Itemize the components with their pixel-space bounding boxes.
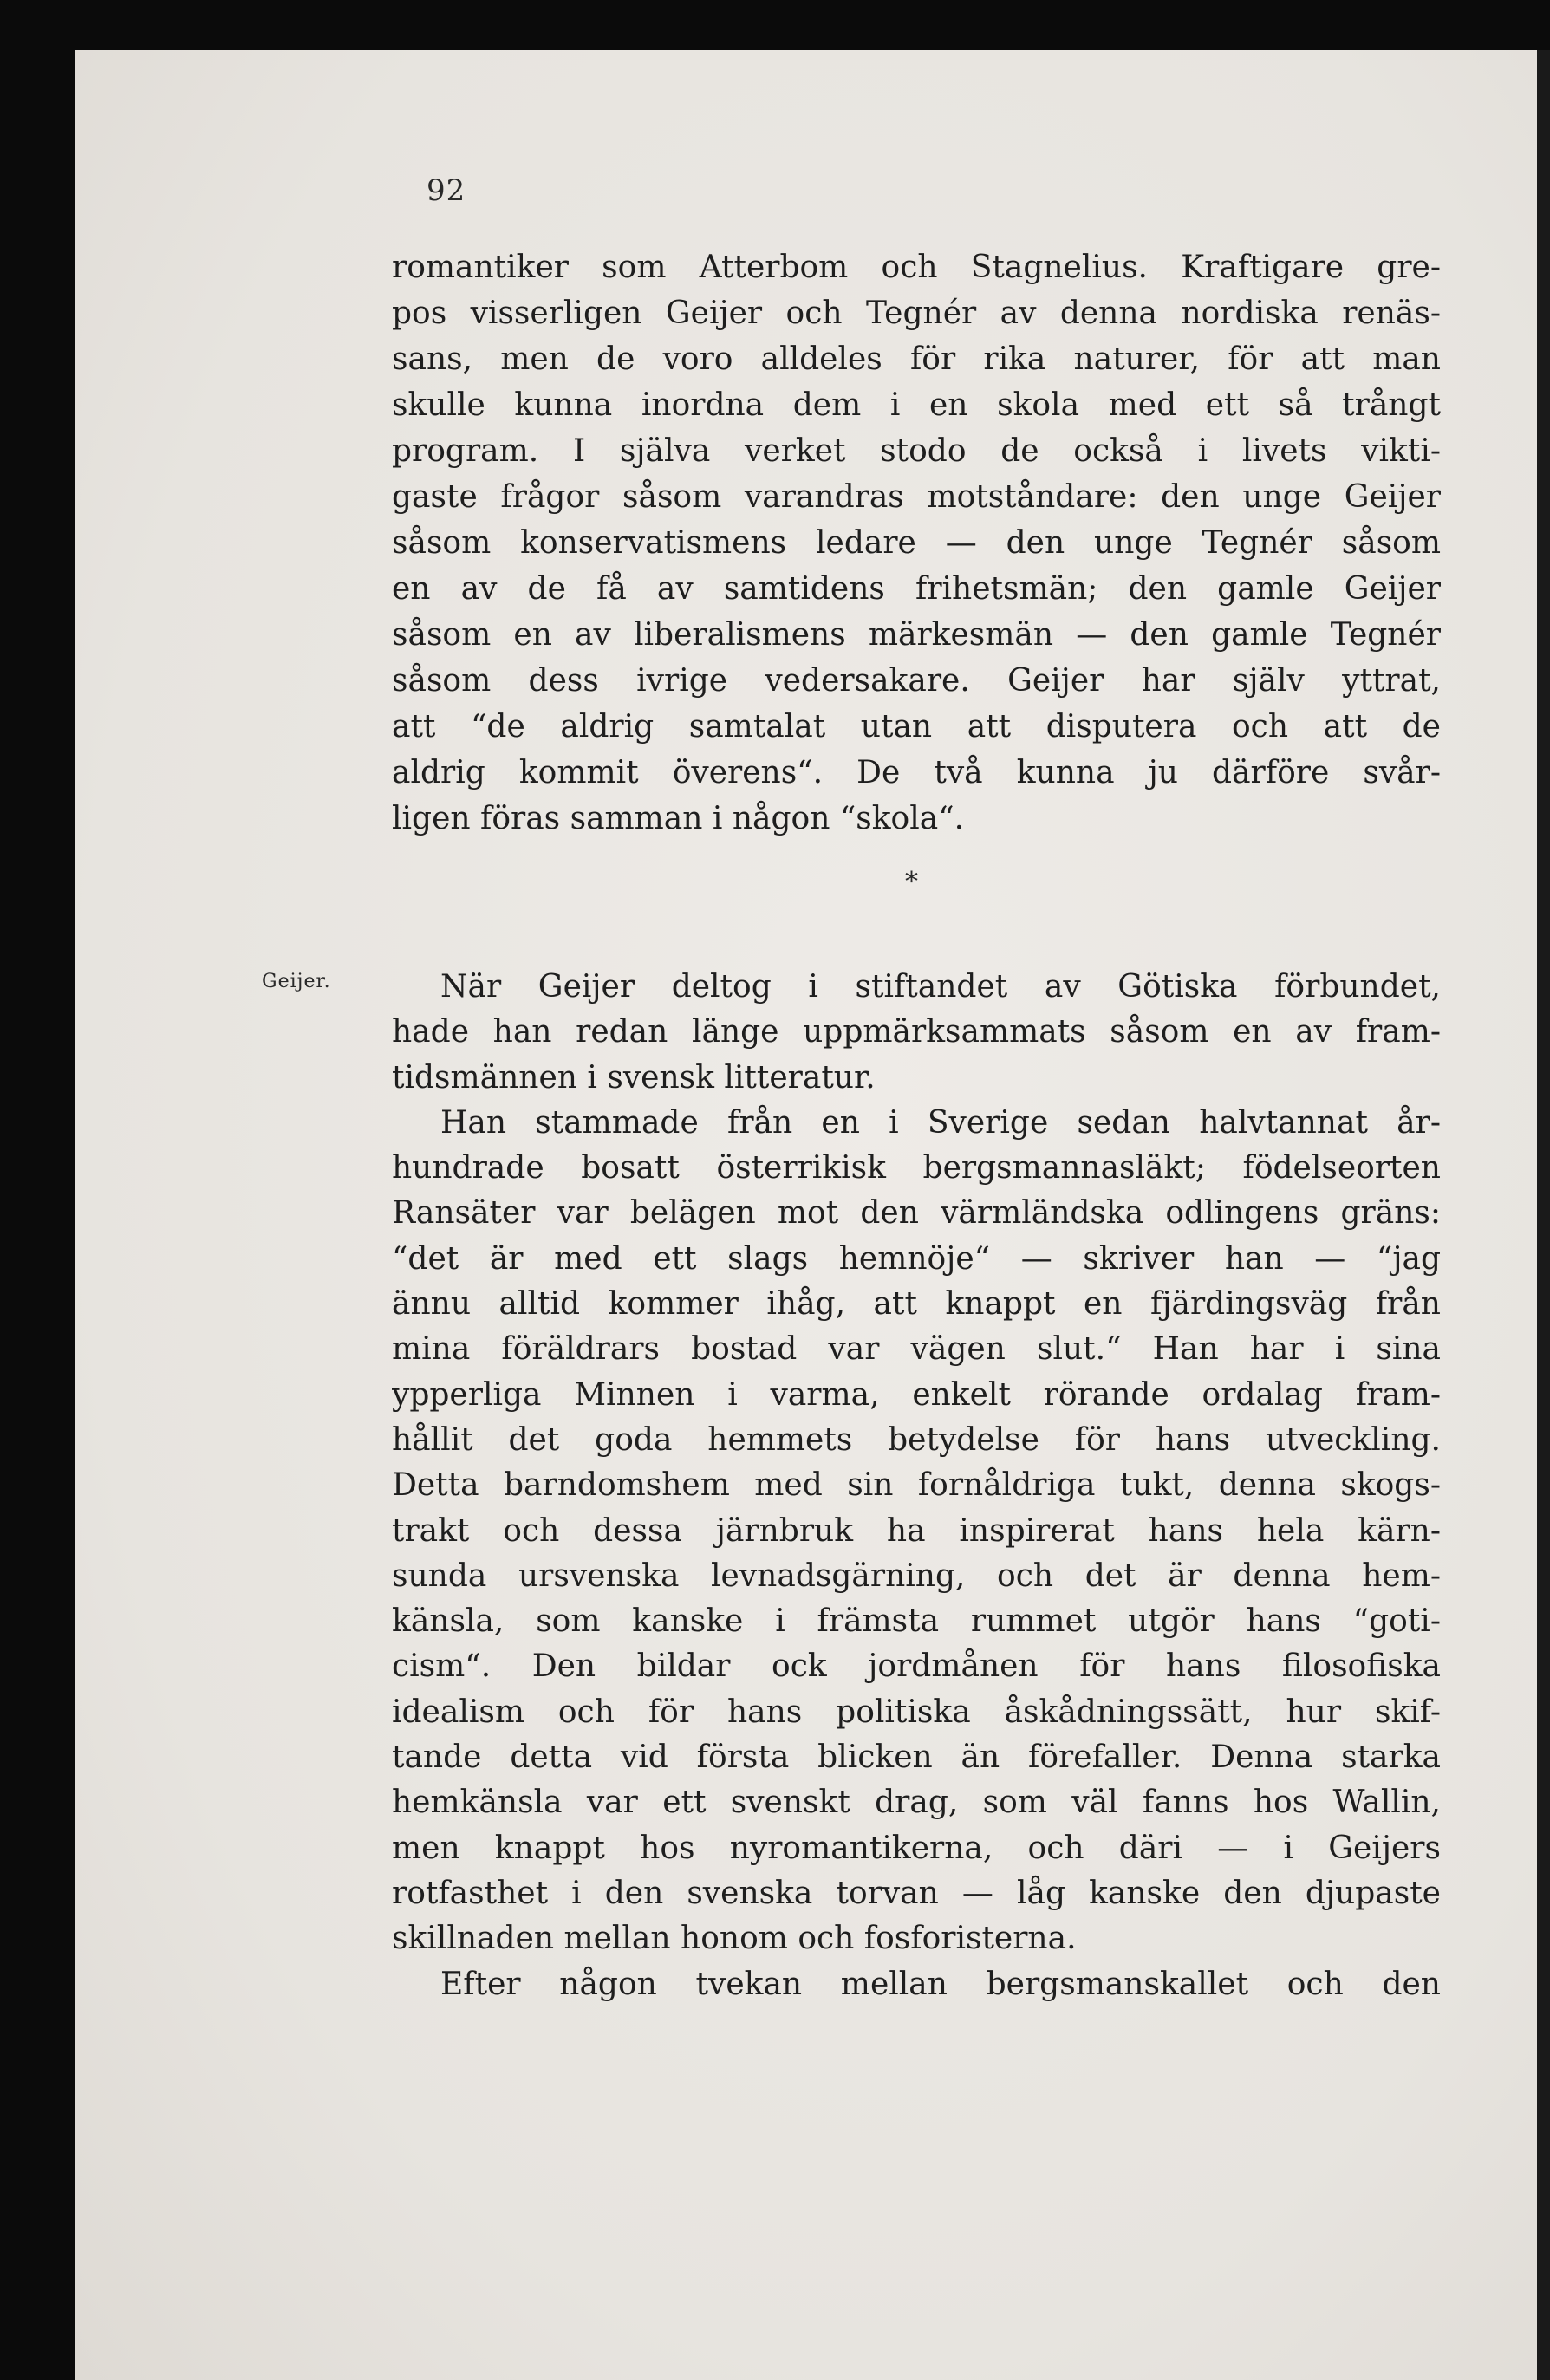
text-line: idealism och för hans politiska åskådningssätt, hur skif- bbox=[392, 1694, 1441, 1730]
text-line: program. I själva verket stodo de också i livets vikti- bbox=[392, 433, 1441, 469]
text-line: såsom konservatismens ledare — den unge Tegnér såsom bbox=[392, 525, 1441, 561]
text-line: sunda ursvenska levnadsgärning, och det är denna hem- bbox=[392, 1557, 1441, 1594]
text-line: hållit det goda hemmets betydelse för hans utveckling. bbox=[392, 1421, 1441, 1458]
text-line: pos visserligen Geijer och Tegnér av denna nordiska renäs- bbox=[392, 296, 1441, 331]
section-break-asterisk: * bbox=[905, 867, 918, 897]
page-edge bbox=[1537, 50, 1550, 2380]
text-line: skulle kunna inordna dem i en skola med ett så trångt bbox=[392, 387, 1441, 423]
text-line: tande detta vid första blicken än förefaller. Denna starka bbox=[392, 1739, 1441, 1776]
margin-note: Geijer. bbox=[262, 971, 331, 992]
text-line: skillnaden mellan honom och fosforisterna. bbox=[392, 1921, 1077, 1957]
text-line: men knappt hos nyromantikerna, och däri — i Geijers bbox=[392, 1830, 1441, 1866]
text-line: känsla, som kanske i främsta rummet utgör hans “goti- bbox=[392, 1603, 1441, 1640]
paragraph-geijer-intro bbox=[392, 965, 1441, 1101]
paragraph-geijer-origins bbox=[392, 1101, 1441, 1962]
text-line: Efter någon tvekan mellan bergsmanskallet och den bbox=[440, 1966, 1441, 2002]
text-line: hemkänsla var ett svenskt drag, som väl fanns hos Wallin, bbox=[392, 1785, 1441, 1821]
text-line: aldrig kommit överens“. De två kunna ju därföre svår- bbox=[392, 755, 1441, 790]
text-line: såsom dess ivrige vedersakare. Geijer har själv yttrat, bbox=[392, 663, 1441, 699]
text-line: hundrade bosatt österrikisk bergsmannasläkt; födelseorten bbox=[392, 1150, 1441, 1187]
text-line: hade han redan länge uppmärksammats såsom en av fram- bbox=[392, 1014, 1441, 1050]
text-line: sans, men de voro alldeles för rika naturer, för att man bbox=[392, 341, 1441, 377]
text-line: Detta barndomshem med sin fornåldriga tukt, denna skogs- bbox=[392, 1467, 1441, 1504]
text-line: trakt och dessa järnbruk ha inspirerat hans hela kärn- bbox=[392, 1512, 1441, 1549]
text-line: ligen föras samman i någon “skola“. bbox=[392, 801, 965, 836]
text-line: “det är med ett slags hemnöje“ — skriver han — “jag bbox=[392, 1240, 1441, 1277]
text-line: cism“. Den bildar ock jordmånen för hans filosofiska bbox=[392, 1648, 1441, 1685]
text-line: gaste frågor såsom varandras motståndare: den unge Geijer bbox=[392, 479, 1441, 515]
text-line: ypperliga Minnen i varma, enkelt rörande ordalag fram- bbox=[392, 1376, 1441, 1413]
text-line: att “de aldrig samtalat utan att disputera och att de bbox=[392, 709, 1441, 745]
text-line: ännu alltid kommer ihåg, att knappt en fjärdingsväg från bbox=[392, 1286, 1441, 1323]
page-number: 92 bbox=[427, 173, 466, 208]
text-line: tidsmännen i svensk litteratur. bbox=[392, 1059, 876, 1096]
text-line: såsom en av liberalismens märkesmän — den gamle Tegnér bbox=[392, 617, 1441, 653]
text-line: När Geijer deltog i stiftandet av Götiska förbundet, bbox=[440, 969, 1441, 1005]
text-line: romantiker som Atterbom och Stagnelius. Kraftigare gre- bbox=[392, 250, 1441, 285]
paragraph-efter bbox=[392, 1962, 1441, 2007]
text-line: en av de få av samtidens frihetsmän; den gamle Geijer bbox=[392, 571, 1441, 607]
text-line: mina föräldrars bostad var vägen slut.“ Han har i sina bbox=[392, 1331, 1441, 1368]
text-line: Ransäter var belägen mot den värmländska odlingens gräns: bbox=[392, 1195, 1441, 1232]
text-line: Han stammade från en i Sverige sedan halvtannat år- bbox=[440, 1104, 1441, 1141]
paragraph-romantiker bbox=[392, 244, 1441, 842]
main-text bbox=[392, 965, 1441, 2007]
text-line: rotfasthet i den svenska torvan — låg kanske den djupaste bbox=[392, 1875, 1441, 1911]
